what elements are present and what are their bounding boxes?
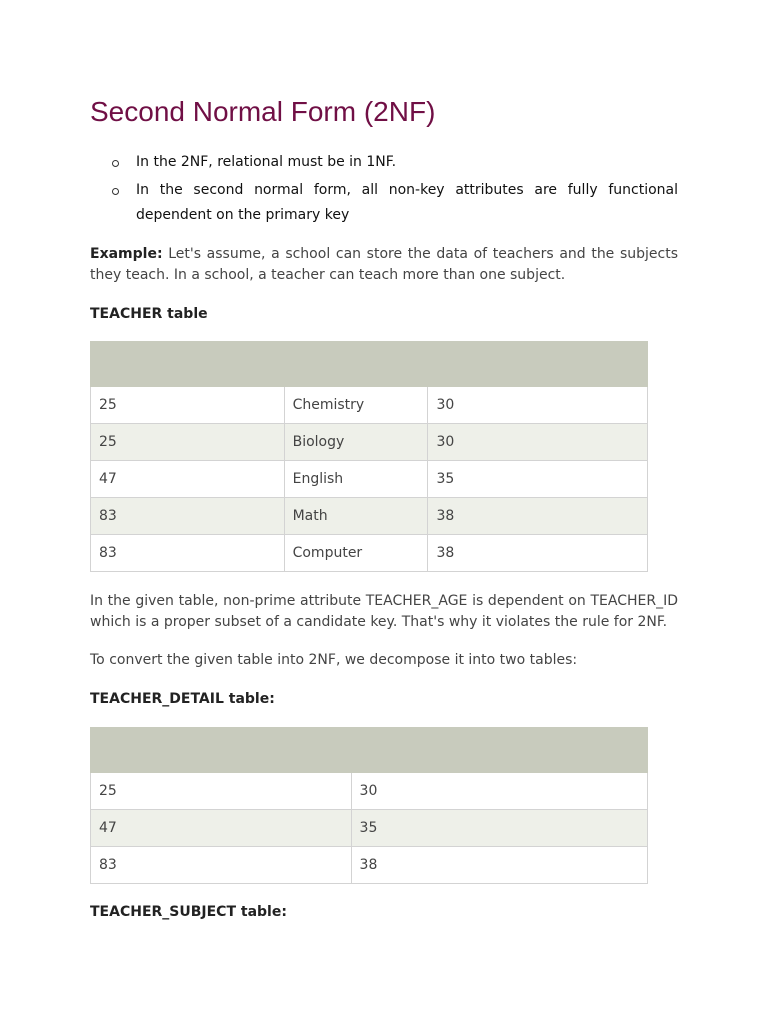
table-cell: 25 [91,773,352,810]
example-paragraph [90,244,678,286]
table-header-cell [91,728,352,773]
table-row [91,535,648,572]
table-row [91,498,648,535]
bullet-item [90,178,678,228]
table-row [91,773,648,810]
table-cell: 83 [91,535,285,572]
table-row [91,387,648,424]
bullet-list [90,150,678,231]
table-cell: 83 [91,847,352,884]
bullet-text: In the 2NF, relational must be in 1NF. [136,154,397,170]
table-header-cell [351,728,647,773]
table-cell: 25 [91,424,285,461]
table-header-row [91,342,648,387]
teacher-detail-table [90,727,648,884]
table-header-cell [284,342,428,387]
table-cell: 47 [91,461,285,498]
table-header-cell [428,342,648,387]
hollow-circle-bullet-icon [112,160,119,167]
table-cell: 38 [428,535,648,572]
table-cell: English [284,461,428,498]
teacher-detail-table-label: TEACHER_DETAIL table: [90,691,275,707]
explanation-paragraph: In the given table, non-prime attribute TEACHER_AGE is dependent on TEACHER_ID which is a proper subset of a candidate key. That's why it violates the rule for 2NF. [90,593,678,630]
table-cell: 35 [428,461,648,498]
table-cell: Math [284,498,428,535]
teacher-subject-table-label: TEACHER_SUBJECT table: [90,904,287,920]
table-row [91,461,648,498]
table-cell: Computer [284,535,428,572]
table-cell: 30 [428,424,648,461]
bullet-text: In the second normal form, all non-key attributes are fully functional dependent on the primary key [136,182,678,223]
table-cell: 38 [428,498,648,535]
page-title: Second Normal Form (2NF) [90,96,436,127]
table-cell: 35 [351,810,647,847]
table-cell: 30 [428,387,648,424]
table-cell: Biology [284,424,428,461]
table-row [91,847,648,884]
table-row [91,424,648,461]
table-row [91,810,648,847]
bullet-item [90,150,678,175]
convert-paragraph: To convert the given table into 2NF, we decompose it into two tables: [90,652,578,668]
table-cell: 30 [351,773,647,810]
table-header-row [91,728,648,773]
example-text: Let's assume, a school can store the data of teachers and the subjects they teach. In a school, a teacher can teach more than one subject. [90,246,678,283]
table-cell: Chemistry [284,387,428,424]
table-cell: 47 [91,810,352,847]
teacher-table-label: TEACHER table [90,306,208,322]
hollow-circle-bullet-icon [112,188,119,195]
table-cell: 83 [91,498,285,535]
table-cell: 25 [91,387,285,424]
table-cell: 38 [351,847,647,884]
example-label: Example: [90,246,163,262]
table-header-cell [91,342,285,387]
teacher-table [90,341,648,572]
